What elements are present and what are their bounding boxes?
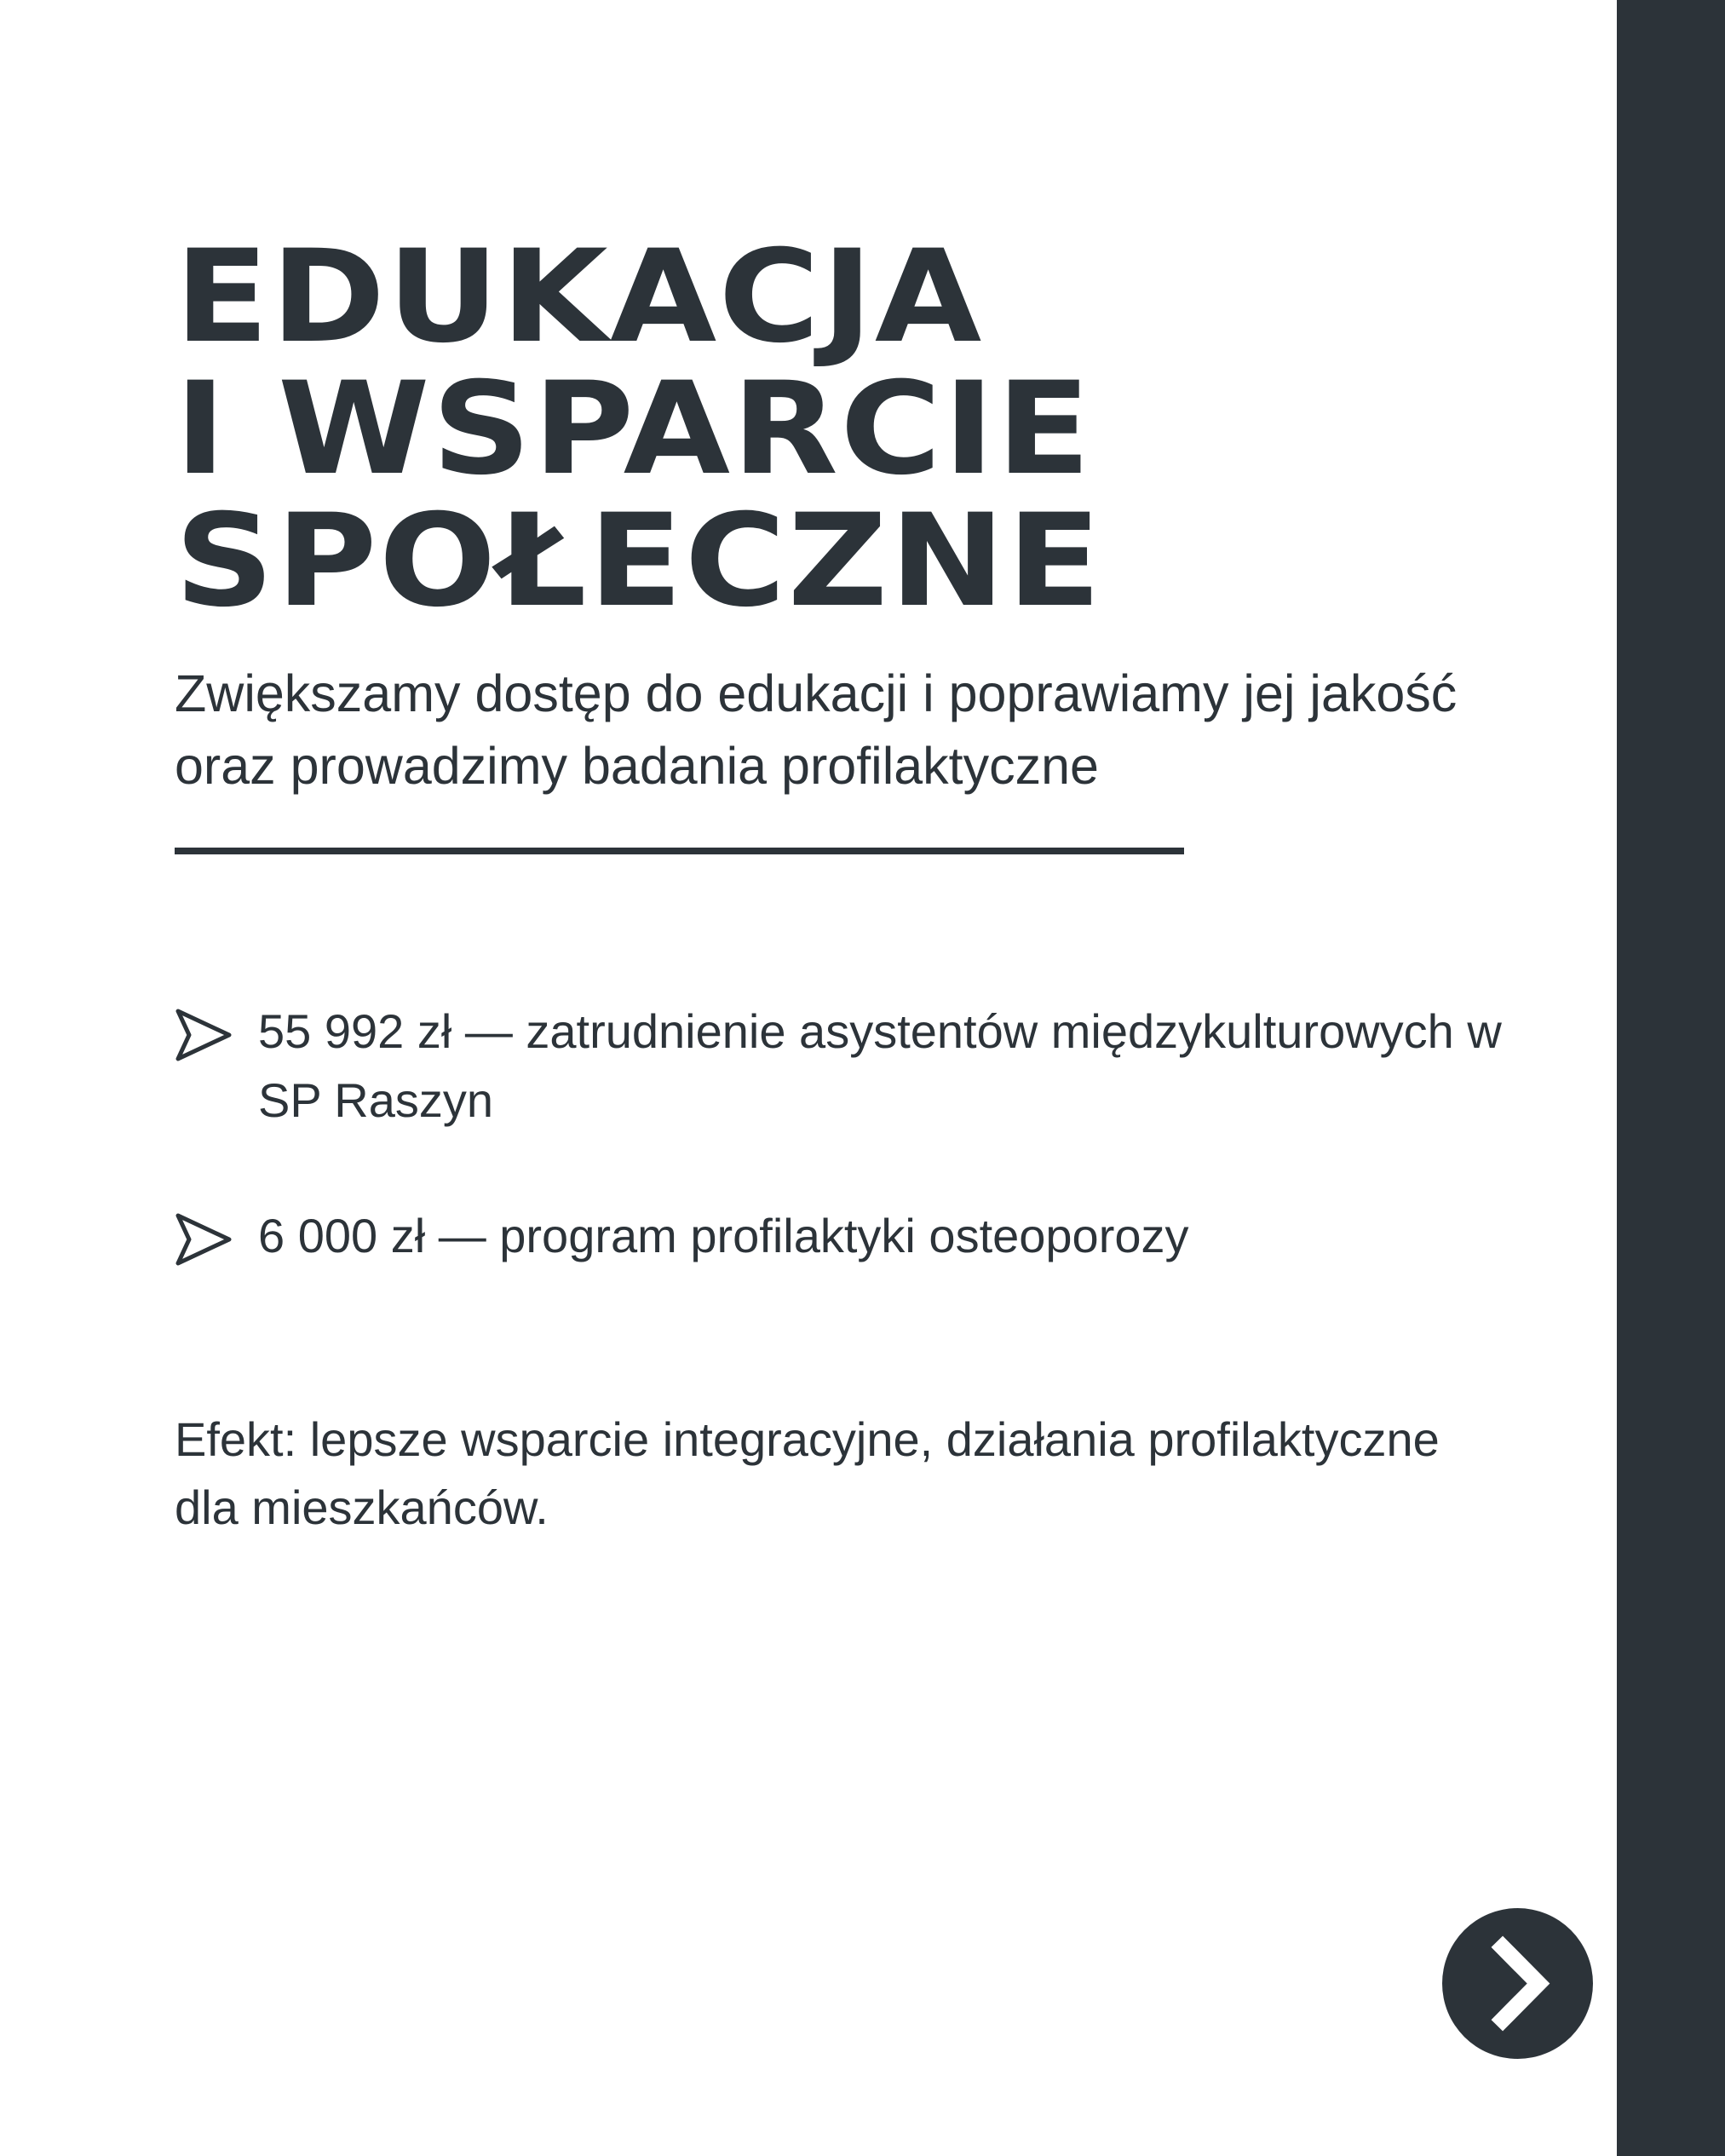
list-item xyxy=(175,997,1538,1135)
bullet-list xyxy=(175,997,1538,1270)
chevron-right-icon xyxy=(1442,1908,1593,2059)
title-line-3: SPOŁECZNE xyxy=(175,487,1103,635)
bullet-text: 55 992 zł — zatrudnienie asystentów międzykulturowych w SP Raszyn xyxy=(258,1004,1502,1127)
title-line-1: EDUKACJA xyxy=(175,223,984,371)
title-line-2: I WSPARCIE xyxy=(175,355,1093,503)
page-title xyxy=(175,223,1103,635)
right-side-band xyxy=(1617,0,1725,2156)
effect-text: Efekt: lepsze wsparcie integracyjne, działania profilaktyczne dla mieszkańców. xyxy=(175,1412,1440,1534)
divider xyxy=(175,848,1184,854)
bullet-text: 6 000 zł — program profilaktyki osteoporozy xyxy=(258,1209,1189,1262)
send-arrow-icon xyxy=(175,1212,233,1267)
list-item xyxy=(175,1201,1538,1270)
send-arrow-icon xyxy=(175,1008,233,1062)
next-button[interactable] xyxy=(1442,1908,1593,2059)
subtitle: Zwiększamy dostęp do edukacji i poprawiamy jej jakość oraz prowadzimy badania profilaktyczne xyxy=(175,664,1458,795)
